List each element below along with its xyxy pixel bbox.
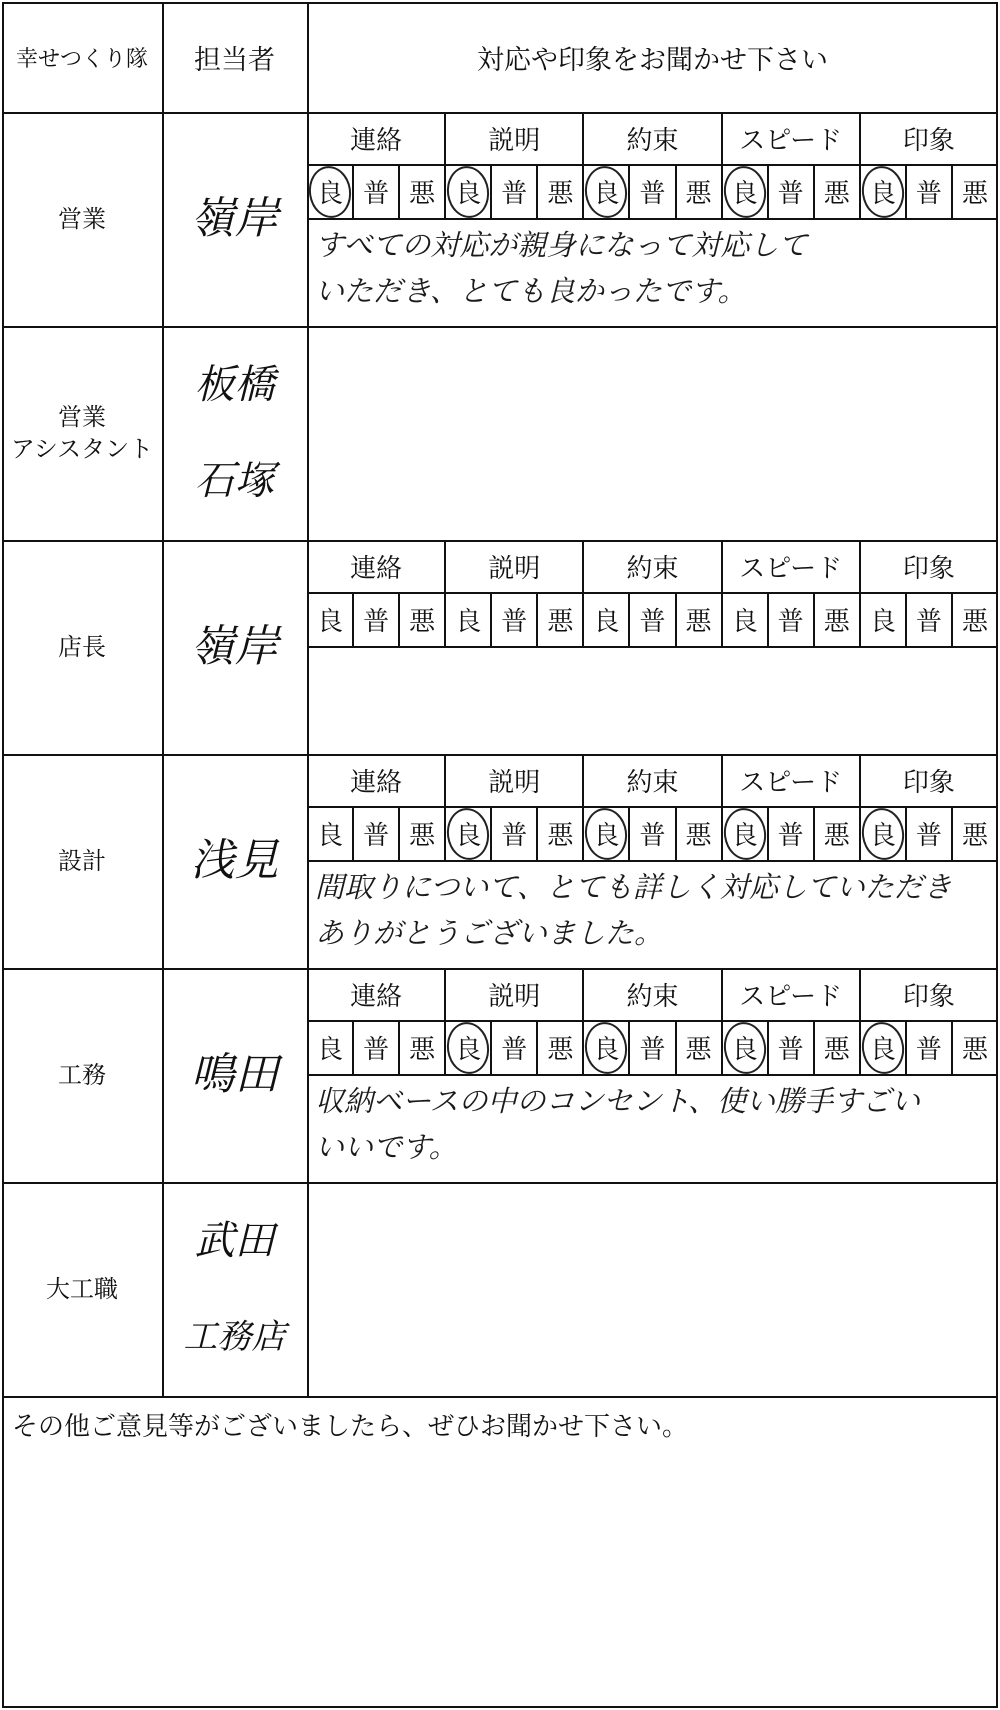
rating-option[interactable]: 悪 — [409, 178, 436, 209]
rating-category: 約束 — [626, 981, 679, 1012]
comment-text: いただき、とても良かったです。 — [315, 274, 747, 308]
rule-line — [675, 592, 677, 646]
rule-line — [352, 592, 354, 646]
rule-line — [352, 1020, 354, 1074]
rule-line — [813, 806, 815, 860]
rule-line — [536, 592, 538, 646]
comment-text: すべての対応が親身になって対応して — [315, 228, 808, 262]
rule-line — [675, 1020, 677, 1074]
rating-option[interactable]: 悪 — [547, 178, 574, 209]
rule-line — [628, 592, 630, 646]
rule-line — [767, 806, 769, 860]
rule-line — [905, 592, 907, 646]
rating-category: 印象 — [902, 981, 955, 1012]
rating-option[interactable]: 悪 — [685, 820, 712, 851]
survey-sheet — [2, 2, 998, 1708]
comment-text: 収納ベースの中のコンセント、使い勝手すごい — [315, 1084, 920, 1118]
rating-option[interactable]: 普 — [639, 178, 666, 209]
role-label: 営業 — [58, 205, 106, 233]
rule-line — [307, 806, 998, 808]
rating-option[interactable]: 悪 — [547, 1034, 574, 1065]
footer-prompt: その他ご意見等がございましたら、ぜひお聞かせ下さい。 — [12, 1412, 689, 1442]
comment-text: ありがとうございました。 — [315, 916, 664, 950]
rule-line — [307, 860, 998, 862]
staff-name: 鳴田 — [190, 1049, 279, 1100]
rule-line — [536, 1020, 538, 1074]
rating-option[interactable]: 良 — [455, 1034, 482, 1065]
staff-name: 嶺岸 — [190, 193, 279, 244]
rating-option[interactable]: 悪 — [685, 178, 712, 209]
rating-option[interactable]: 良 — [317, 820, 344, 851]
rule-line — [628, 806, 630, 860]
rating-option[interactable]: 普 — [363, 178, 390, 209]
rating-option[interactable]: 良 — [869, 820, 896, 851]
rating-option[interactable]: 良 — [593, 178, 620, 209]
rule-line — [905, 806, 907, 860]
rating-option[interactable]: 普 — [363, 820, 390, 851]
rating-option[interactable]: 普 — [639, 820, 666, 851]
rating-option[interactable]: 普 — [501, 820, 528, 851]
rule-line — [490, 164, 492, 218]
rating-option[interactable]: 普 — [915, 606, 942, 637]
rating-option[interactable]: 良 — [731, 606, 758, 637]
rule-line — [398, 806, 400, 860]
role-label: 工務 — [58, 1061, 106, 1089]
rating-category: スピード — [739, 981, 843, 1012]
staff-signature — [162, 540, 307, 754]
rule-line — [307, 1020, 998, 1022]
rule-line — [536, 806, 538, 860]
header-team: 幸せつくり隊 — [15, 46, 148, 72]
rating-option[interactable]: 良 — [455, 820, 482, 851]
rating-category: 連絡 — [350, 767, 403, 798]
rule-line — [905, 164, 907, 218]
rule-line — [813, 1020, 815, 1074]
rule-line — [490, 592, 492, 646]
rule-line — [398, 164, 400, 218]
rating-option[interactable]: 普 — [639, 606, 666, 637]
rating-category: 約束 — [626, 553, 679, 584]
rule-line — [307, 1074, 998, 1076]
rating-option[interactable]: 良 — [593, 820, 620, 851]
rating-category: スピード — [739, 125, 843, 156]
rule-line — [398, 1020, 400, 1074]
rule-line — [2, 1396, 998, 1398]
rule-line — [307, 218, 998, 220]
rule-line — [951, 1020, 953, 1074]
staff-signature — [162, 968, 307, 1182]
rating-option[interactable]: 良 — [593, 606, 620, 637]
rating-option[interactable]: 悪 — [961, 820, 988, 851]
rule-line — [307, 646, 998, 648]
rating-option[interactable]: 普 — [777, 820, 804, 851]
staff-signature — [162, 112, 307, 326]
staff-signature — [162, 326, 307, 540]
rule-line — [813, 592, 815, 646]
rating-option[interactable]: 普 — [915, 178, 942, 209]
blank-comment-area — [307, 1182, 998, 1396]
rating-category: 連絡 — [350, 125, 403, 156]
rule-line — [536, 164, 538, 218]
rating-category: スピード — [739, 553, 843, 584]
rating-option[interactable]: 悪 — [547, 820, 574, 851]
rule-line — [905, 1020, 907, 1074]
staff-signature — [162, 1182, 307, 1396]
rating-option[interactable]: 普 — [777, 606, 804, 637]
rule-line — [352, 164, 354, 218]
rating-category: 説明 — [488, 767, 541, 798]
footer-comment-area[interactable] — [4, 1448, 996, 1704]
rating-option[interactable]: 悪 — [685, 1034, 712, 1065]
staff-name: 板橋 — [194, 362, 275, 408]
rating-option[interactable]: 良 — [869, 606, 896, 637]
rule-line — [307, 164, 998, 166]
rating-option[interactable]: 良 — [317, 178, 344, 209]
staff-name: 嶺岸 — [190, 621, 279, 672]
rating-option[interactable]: 普 — [777, 1034, 804, 1065]
staff-name: 浅見 — [190, 835, 279, 886]
rating-option[interactable]: 良 — [731, 178, 758, 209]
rating-option[interactable]: 良 — [731, 820, 758, 851]
rating-option[interactable]: 悪 — [547, 606, 574, 637]
rating-option[interactable]: 良 — [593, 1034, 620, 1065]
rule-line — [951, 592, 953, 646]
rule-line — [675, 164, 677, 218]
rating-category: 印象 — [902, 125, 955, 156]
blank-comment-area — [307, 326, 998, 540]
rating-option[interactable]: 悪 — [409, 1034, 436, 1065]
rule-line — [767, 164, 769, 218]
rating-category: 約束 — [626, 767, 679, 798]
role-label: 大工職 — [46, 1275, 118, 1303]
staff-name: 工務店 — [183, 1317, 286, 1357]
rating-option[interactable]: 良 — [455, 606, 482, 637]
staff-signature — [162, 754, 307, 968]
rule-line — [628, 1020, 630, 1074]
rating-category: 約束 — [626, 125, 679, 156]
rating-option[interactable]: 悪 — [961, 1034, 988, 1065]
rule-line — [767, 1020, 769, 1074]
rule-line — [398, 592, 400, 646]
role-label: 店長 — [58, 633, 106, 661]
rule-line — [675, 806, 677, 860]
comment-text: いいです。 — [315, 1130, 458, 1164]
rule-line — [951, 806, 953, 860]
rule-line — [352, 806, 354, 860]
rating-category: 印象 — [902, 767, 955, 798]
rating-option[interactable]: 良 — [869, 178, 896, 209]
rating-option[interactable]: 普 — [363, 606, 390, 637]
rating-option[interactable]: 良 — [317, 606, 344, 637]
rating-category: 説明 — [488, 553, 541, 584]
rule-line — [307, 592, 998, 594]
rating-option[interactable]: 普 — [915, 820, 942, 851]
rating-option[interactable]: 悪 — [961, 606, 988, 637]
rating-option[interactable]: 普 — [501, 1034, 528, 1065]
rating-option[interactable]: 普 — [363, 1034, 390, 1065]
rating-category: 連絡 — [350, 553, 403, 584]
role-label: 営業 アシスタント — [10, 403, 154, 463]
staff-name: 武田 — [194, 1218, 275, 1264]
comment-text: 間取りについて、とても詳しく対応していただき — [315, 870, 952, 904]
rule-line — [813, 164, 815, 218]
rule-line — [951, 164, 953, 218]
rating-option[interactable]: 普 — [915, 1034, 942, 1065]
rating-option[interactable]: 普 — [777, 178, 804, 209]
rating-option[interactable]: 良 — [731, 1034, 758, 1065]
rating-option[interactable]: 普 — [501, 606, 528, 637]
rating-option[interactable]: 悪 — [823, 178, 850, 209]
rating-category: 説明 — [488, 125, 541, 156]
rating-option[interactable]: 悪 — [409, 820, 436, 851]
rating-option[interactable]: 普 — [501, 178, 528, 209]
rating-option[interactable]: 良 — [317, 1034, 344, 1065]
rating-option[interactable]: 良 — [869, 1034, 896, 1065]
rating-category: 連絡 — [350, 981, 403, 1012]
rating-option[interactable]: 悪 — [823, 606, 850, 637]
rule-line — [490, 806, 492, 860]
rule-line — [628, 164, 630, 218]
rating-option[interactable]: 悪 — [961, 178, 988, 209]
rating-category: スピード — [739, 767, 843, 798]
rating-category: 印象 — [902, 553, 955, 584]
rule-line — [767, 592, 769, 646]
header-impression: 対応や印象をお聞かせ下さい — [477, 44, 828, 76]
rating-option[interactable]: 悪 — [823, 820, 850, 851]
rating-option[interactable]: 悪 — [823, 1034, 850, 1065]
rule-line — [490, 1020, 492, 1074]
staff-name: 石塚 — [194, 458, 275, 504]
rating-option[interactable]: 悪 — [685, 606, 712, 637]
rating-option[interactable]: 良 — [455, 178, 482, 209]
role-label: 設計 — [58, 847, 106, 875]
rating-option[interactable]: 普 — [639, 1034, 666, 1065]
rating-option[interactable]: 悪 — [409, 606, 436, 637]
header-staff: 担当者 — [194, 44, 275, 76]
rating-category: 説明 — [488, 981, 541, 1012]
